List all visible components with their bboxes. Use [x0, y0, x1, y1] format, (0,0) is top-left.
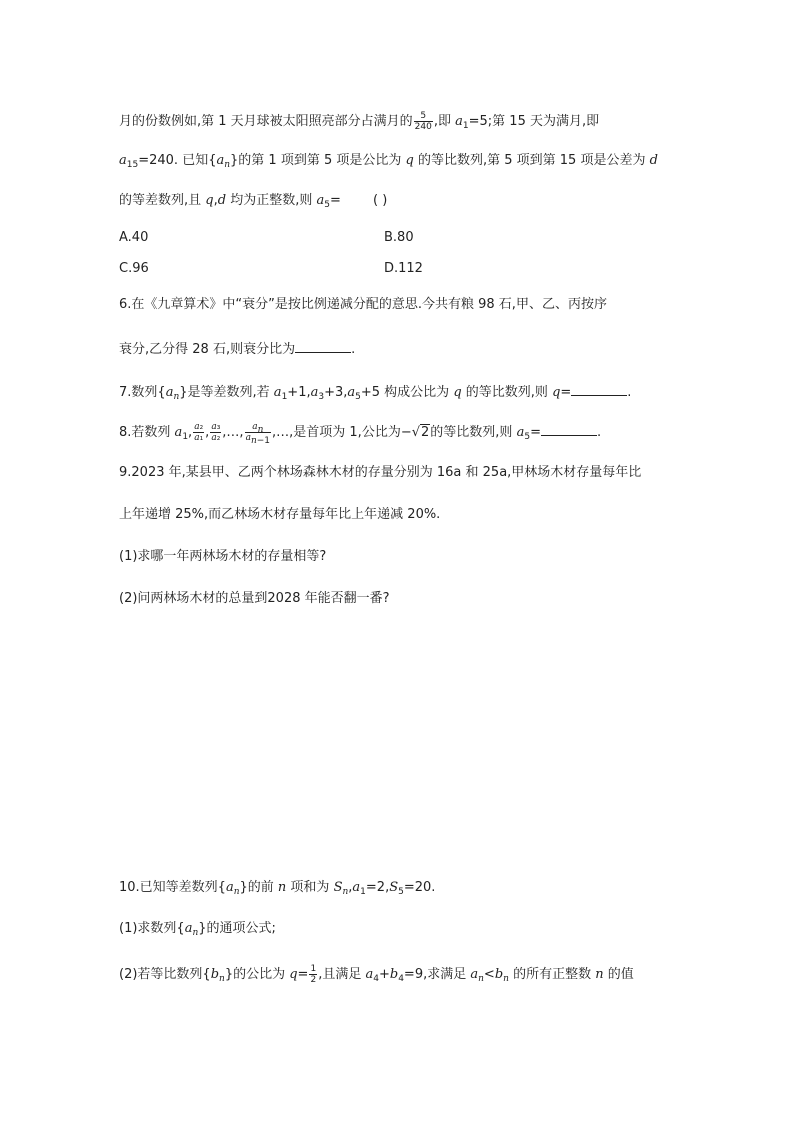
q10-line-1: 10.已知等差数列$\{a_n\}$的前 n 项和为 $S_n,a_1=2,S_5=20$. — [119, 880, 436, 897]
q9-line-2: 上年递增 25%,而乙林场木材存量每年比上年递减 20%. — [119, 507, 441, 522]
q5-line-2: $a_{15}=240$. 已知$\{a_n\}$的第 1 项到第 5 项是公比为 q 的等比数列,第 5 项到第 15 项是公差为 d — [119, 153, 658, 170]
option-d: D.112 — [384, 261, 423, 276]
option-a: A.40 — [119, 230, 149, 245]
q5-line-1: 月的份数例如,第 1 天月球被太阳照亮部分占满月的 $\frac{5}{240}$ ,即 $a_1=5$;第 15 天为满月,即 — [119, 111, 600, 132]
option-b: B.80 — [384, 230, 414, 245]
q6-line-1: 6.在《九章算术》中“衰分”是按比例递减分配的意思.今共有粮 98 石,甲、乙、丙按序 — [119, 297, 607, 312]
q9-part-1: (1)求哪一年两林场木材的存量相等? — [119, 549, 327, 564]
answer-blank — [541, 423, 597, 436]
q5-line-3: 的等差数列,且 q,d 均为正整数,则 $a_5=$ ( ) — [119, 193, 388, 210]
q10-part-2: (2)若等比数列$\{b_n\}$的公比为 q= $\frac{1}{2}$ ,且满足 $a_4+b_4=9$,求满足 $a_n<b_n$ 的所有正整数 n 的值 — [119, 964, 634, 985]
q7-line: 7.数列$\{a_n\}$是等差数列,若 $a_1+1,a_3+3,a_5+5$ 构成公比为 q 的等比数列,则 q= . — [119, 385, 632, 402]
q9-part-2: (2)问两林场木材的总量到2028 年能否翻一番? — [119, 591, 390, 606]
q10-part-1: (1)求数列$\{a_n\}$的通项公式; — [119, 921, 276, 938]
option-c: C.96 — [119, 261, 149, 276]
q6-line-2: 衰分,乙分得 28 石,则衰分比为 . — [119, 342, 356, 357]
q8-line: 8.若数列 $a_1$, $\frac{\text{a₂}}{\text{a₁}}$ , $\frac{\text{a₃}}{\text{a₂}}$ ,…, $\frac{a_n}{a_{n-1}}$ ,…,是首项为 1,公比为−√2的等比数列,则 $a_5=$ . — [119, 422, 602, 446]
fraction-1-2: $\frac{1}{2}$ — [310, 964, 317, 985]
answer-blank — [295, 340, 351, 353]
answer-blank — [571, 383, 627, 396]
fraction-5-240: $\frac{5}{240}$ — [414, 111, 432, 132]
answer-paren: ( ) — [373, 193, 388, 208]
q9-line-1: 9.2023 年,某县甲、乙两个林场森林木材的存量分别为 16a 和 25a,甲林场木材存量每年比 — [119, 465, 642, 480]
